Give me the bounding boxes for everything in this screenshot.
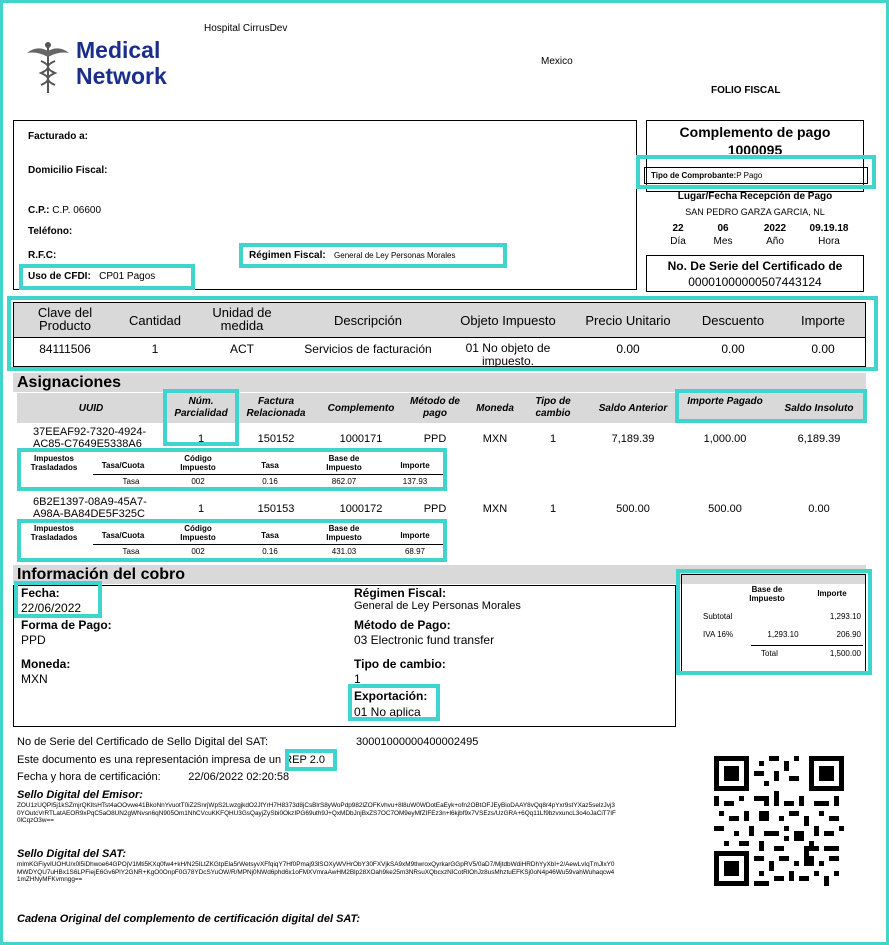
lugar-label: Lugar/Fecha Recepción de Pago	[677, 191, 833, 202]
concepts-col-clave: Clave del Producto	[37, 305, 93, 333]
concepts-col-precio: Precio Unitario	[585, 313, 671, 328]
totals-subtotal-label: Subtotal	[703, 612, 733, 621]
logo-text	[76, 37, 167, 89]
asig-col-metodo: Método de pago	[410, 396, 460, 419]
tax1-importe: 137.93	[402, 477, 428, 486]
serie-sat-label: No de Serie del Certificado de Sello Digital del SAT:	[17, 736, 269, 748]
totals-subtotal-value: 1,293.10	[829, 612, 861, 621]
concept-cantidad: 1	[151, 342, 159, 356]
tax2-header-trasladados: Impuestos Trasladados	[30, 524, 78, 542]
totals-iva-base: 1,293.10	[767, 630, 799, 639]
tax2-codigo: 002	[191, 547, 205, 556]
tipo-value: P Pago	[736, 171, 763, 180]
day-label: Día	[670, 236, 686, 247]
concepts-col-objeto: Objeto Impuesto	[460, 313, 556, 328]
uso-value: CP01 Pagos	[99, 271, 156, 282]
logo-line2: Network	[76, 63, 167, 89]
tax2-tasa: 0.16	[262, 547, 278, 556]
asig-col-uuid: UUID	[78, 403, 104, 414]
cobro-title: Información del cobro	[13, 565, 866, 584]
asig-row2-uuid: 6B2E1397-08A9-45A7-A98A-BA84DE5F325C	[33, 496, 147, 520]
asig-row2-saldo-insoluto: 0.00	[808, 503, 830, 515]
asig-row1-metodo: PPD	[423, 433, 447, 445]
asig-row2-metodo: PPD	[423, 503, 447, 515]
asig-row1-saldo-anterior: 7,189.39	[611, 433, 655, 445]
tipo-label: Tipo de Comprobante:	[651, 171, 737, 180]
asig-col-complemento: Complemento	[327, 403, 395, 414]
tax1-tasa: 0.16	[262, 477, 278, 486]
tax2-header-base: Base de Impuesto	[326, 524, 362, 542]
cobro-exportacion-value: 01 No aplica	[354, 705, 421, 719]
day-value: 22	[672, 223, 684, 234]
tax2-header-importe: Importe	[400, 531, 430, 540]
domicilio-label: Domicilio Fiscal:	[28, 165, 108, 176]
concepts-col-descripcion: Descripción	[334, 313, 402, 328]
asig-col-importe-pagado: Importe Pagado	[687, 396, 763, 407]
tax1-header-trasladados: Impuestos Trasladados	[30, 454, 78, 472]
totals-total-label: Total	[761, 649, 778, 658]
telefono-label: Teléfono:	[28, 226, 73, 237]
regimen-label: Régimen Fiscal:	[249, 250, 326, 261]
concepts-col-cantidad: Cantidad	[128, 313, 182, 328]
representation-text: Este documento es una representación impresa de un	[17, 754, 282, 766]
country: Mexico	[541, 56, 573, 67]
asig-row1-tipo-cambio: 1	[549, 433, 557, 445]
rfc-label: R.F.C:	[28, 250, 57, 261]
comprobante-title: Complemento de pago	[679, 124, 831, 140]
concepts-col-unidad: Unidad de medida	[212, 305, 272, 333]
sello-sat-label: Sello Digital del SAT:	[17, 848, 126, 860]
asig-row2-complemento: 1000172	[339, 503, 383, 515]
hospital-name: Hospital CirrusDev	[204, 23, 288, 34]
totals-iva-value: 206.90	[836, 630, 861, 639]
totals-importe-header: Importe	[817, 589, 847, 598]
cobro-fecha-label: Fecha:	[21, 586, 60, 600]
tax1-divider	[93, 474, 443, 475]
cobro-forma-label: Forma de Pago:	[21, 618, 112, 632]
asig-row2-factura: 150153	[257, 503, 295, 515]
cobro-exportacion-label: Exportación:	[354, 689, 428, 703]
cert-date-label: Fecha y hora de certificación:	[17, 771, 161, 783]
totals-base-header: Base de Impuesto	[749, 585, 785, 603]
concept-importe: 0.00	[811, 342, 835, 356]
concept-descuento: 0.00	[721, 342, 745, 356]
asig-row1-importe-pagado: 1,000.00	[703, 433, 747, 445]
tax2-divider	[93, 544, 443, 545]
tax1-header-tasa-cuota: Tasa/Cuota	[101, 461, 145, 470]
month-label: Mes	[713, 236, 733, 247]
asig-row1-saldo-insoluto: 6,189.39	[797, 433, 841, 445]
time-label: Hora	[818, 236, 840, 247]
totals-total-value: 1,500.00	[829, 649, 861, 658]
tax2-base: 431.03	[331, 547, 357, 556]
lugar-value: SAN PEDRO GARZA GARCIA, NL	[685, 207, 825, 217]
asig-row1-complemento: 1000171	[339, 433, 383, 445]
totals-divider	[751, 645, 863, 646]
concept-descripcion: Servicios de facturación	[304, 342, 432, 356]
asig-row2-importe-pagado: 500.00	[708, 503, 742, 515]
caduceus-icon	[23, 39, 73, 95]
tax2-tasa-cuota: Tasa	[122, 547, 140, 556]
tax1-header-tasa: Tasa	[261, 461, 279, 470]
year-label: Año	[766, 236, 784, 247]
asig-col-moneda: Moneda	[476, 403, 514, 414]
cobro-moneda-value: MXN	[21, 672, 48, 686]
regimen-value: General de Ley Personas Morales	[334, 251, 456, 260]
tax2-importe: 68.97	[404, 547, 426, 556]
cobro-forma-value: PPD	[21, 633, 46, 647]
tax2-header-codigo: Código Impuesto	[180, 524, 216, 542]
asig-row1-factura: 150152	[257, 433, 295, 445]
asig-row2-saldo-anterior: 500.00	[616, 503, 650, 515]
cobro-tipo-cambio-value: 1	[354, 672, 361, 686]
folio-fiscal-label: FOLIO FISCAL	[711, 85, 781, 96]
asig-row2-tipo-cambio: 1	[549, 503, 557, 515]
sello-emisor-label: Sello Digital del Emisor:	[17, 789, 143, 801]
month-value: 06	[717, 223, 729, 234]
tax2-header-tasa: Tasa	[261, 531, 279, 540]
asig-row1-moneda: MXN	[482, 433, 508, 445]
rep-version: REP 2.0	[284, 754, 326, 766]
cobro-metodo-label: Método de Pago:	[354, 618, 451, 632]
serie-value: 00001000000507443124	[688, 275, 822, 289]
cert-date-value: 22/06/2022 02:20:58	[188, 771, 290, 783]
serie-sat-value: 30001000000400002495	[356, 736, 479, 748]
logo-line1: Medical	[76, 37, 161, 63]
asig-col-parcialidad: Núm. Parcialidad	[174, 396, 228, 419]
asig-row2-moneda: MXN	[482, 503, 508, 515]
tax1-codigo: 002	[191, 477, 205, 486]
comprobante-number: 1000095	[727, 142, 783, 154]
cobro-moneda-label: Moneda:	[21, 657, 71, 671]
concepts-col-descuento: Descuento	[701, 313, 765, 328]
tax2-header-tasa-cuota: Tasa/Cuota	[101, 531, 145, 540]
qr-code	[714, 756, 844, 886]
year-value: 2022	[763, 223, 787, 234]
cobro-fecha-value: 22/06/2022	[21, 601, 82, 615]
cobro-regimen-label: Régimen Fiscal:	[354, 586, 447, 600]
cp-value: C.P. 06600	[52, 205, 102, 216]
asig-col-saldo-anterior: Saldo Anterior	[598, 403, 668, 414]
tax1-header-codigo: Código Impuesto	[180, 454, 216, 472]
cobro-metodo-value: 03 Electronic fund transfer	[354, 633, 495, 647]
asig-col-saldo-insoluto: Saldo Insoluto	[784, 403, 854, 414]
cobro-tipo-cambio-label: Tipo de cambio:	[354, 657, 446, 671]
concept-precio: 0.00	[616, 342, 640, 356]
asig-col-tipo-cambio: Tipo de cambio	[535, 396, 571, 419]
asig-col-factura: Factura Relacionada	[246, 396, 306, 419]
tax1-header-importe: Importe	[400, 461, 430, 470]
time-value: 09.19.18	[809, 223, 849, 234]
asignaciones-title: Asignaciones	[13, 373, 866, 392]
totals-iva-label: IVA 16%	[703, 630, 734, 639]
asig-row1-uuid: 37EEAF92-7320-4924-AC85-C7649E5338A6	[33, 426, 147, 450]
uso-label: Uso de CFDI:	[28, 271, 91, 282]
concept-clave: 84111506	[39, 342, 91, 356]
concepts-col-importe: Importe	[800, 313, 846, 328]
cobro-regimen-value: General de Ley Personas Morales	[354, 600, 521, 612]
concept-objeto: 01 No objeto de impuesto.	[465, 342, 551, 367]
facturado-label: Facturado a:	[28, 131, 89, 142]
sello-sat-value: mlmKGFiyvIUOHU/x0l5iDhwoe64GPOjV1Mti5KXq0fw4+kH/N25ILtZKGtpEla5rWetsyvXFfqiqY7Hf0Pmaj93lSOXyWVHrObY30FXVjkSA9xM9tIwroxQyrkarGGpRV5/0aD7/MjtdbWdiHRDhYyXbI+2/AewLvIqTmJlxY0MWDYQU7uHBx1S6LPFiejE6Gv6PlY2GNR+KgO0OnpF0G78YDcSYuOW/R/MPNj0NWd6phd6x1oFMXVmraAwHM2Blp28XOah9ke25m3NRsuXQbcxzNlCotRlOhJz8usMhztuEFKSj0oN4p46Wu59vahWuhaqcw41mZHNyMFKvmngg==	[17, 861, 615, 883]
client-box	[13, 120, 637, 290]
tax1-base: 862.07	[331, 477, 357, 486]
concept-unidad: ACT	[230, 342, 254, 356]
asig-row2-parcialidad: 1	[197, 503, 205, 515]
sello-emisor-value: ZOU1zUQPI5j1kSZmjrQKltsHTst4aOOvwe41BkoNnYvuotT0iZ2SnrjWpS2LwzgjkdO2JfYrH7H8373d8jCsBlrS8yWoPdp982lZOFKvhvu+8l8uW0WDotEaEyk+ofn2OBtOFJEyBioDAAY8vQq8r4pYxr9stYXaz5selzJvj30YOutcVrRTLatAEOR9xPqC5aO8UN2gWNvsn6qN905Om1NhCVcuKKFQHU3GsQayjZySbi0OkzIPG69uth9J+QxMDbJnjBxZS7OC7OM9eyMfZIFEz3n+l6kjbf9x7VSEzs/UzGRA+6Qq11Lf9bzvxuncL3o4oJaCiT7IF0lCqzO3w==	[17, 802, 616, 824]
asig-row1-parcialidad: 1	[197, 433, 205, 445]
cp-label: C.P.:	[28, 205, 50, 216]
tax1-tasa-cuota: Tasa	[122, 477, 140, 486]
cobro-box	[13, 585, 676, 727]
serie-label: No. De Serie del Certificado de	[667, 259, 843, 273]
cadena-label: Cadena Original del complemento de certificación digital del SAT:	[17, 913, 361, 925]
tax1-header-base: Base de Impuesto	[326, 454, 362, 472]
